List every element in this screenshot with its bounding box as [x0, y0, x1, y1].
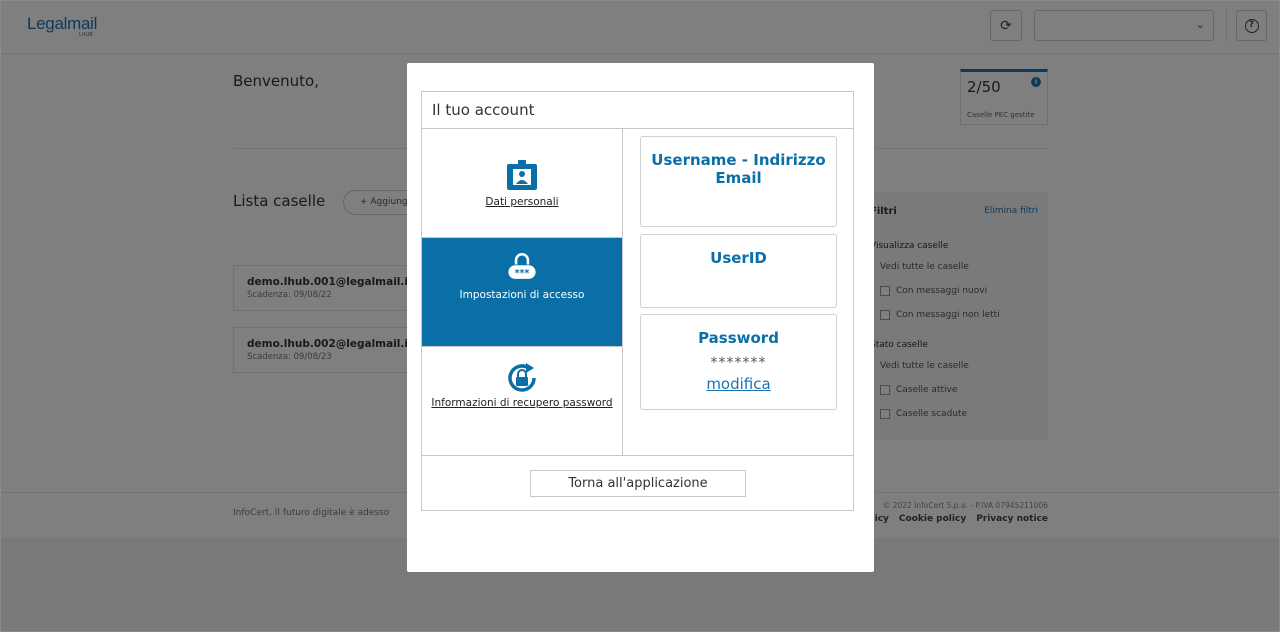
nav-password-recovery[interactable]: [422, 347, 622, 455]
nav-label: Impostazioni di accesso: [459, 289, 585, 301]
svg-text:***: ***: [514, 267, 530, 279]
account-details: [624, 129, 853, 456]
lock-password-icon: [505, 250, 539, 284]
lock-refresh-icon: [505, 361, 539, 395]
username-card: [640, 136, 837, 227]
username-title: Username - Indirizzo Email: [651, 151, 826, 187]
nav-access-settings[interactable]: [422, 238, 622, 347]
userid-title: UserID: [710, 249, 767, 267]
modal-footer: [422, 455, 853, 510]
nav-label: Informazioni di recupero password: [431, 397, 613, 409]
nav-personal-data[interactable]: [422, 129, 622, 238]
account-nav: [422, 129, 623, 456]
nav-label: Dati personali: [485, 196, 559, 208]
password-card: [640, 314, 837, 410]
id-badge-icon: [505, 159, 539, 193]
password-title: Password: [698, 329, 779, 347]
account-modal: [407, 63, 874, 572]
userid-card: [640, 234, 837, 308]
edit-password-link[interactable]: modifica: [706, 375, 771, 393]
modal-title: Il tuo account: [422, 92, 853, 129]
password-mask: *******: [710, 355, 767, 371]
account-panel: [421, 91, 854, 511]
back-to-app-button[interactable]: Torna all'applicazione: [530, 470, 746, 497]
